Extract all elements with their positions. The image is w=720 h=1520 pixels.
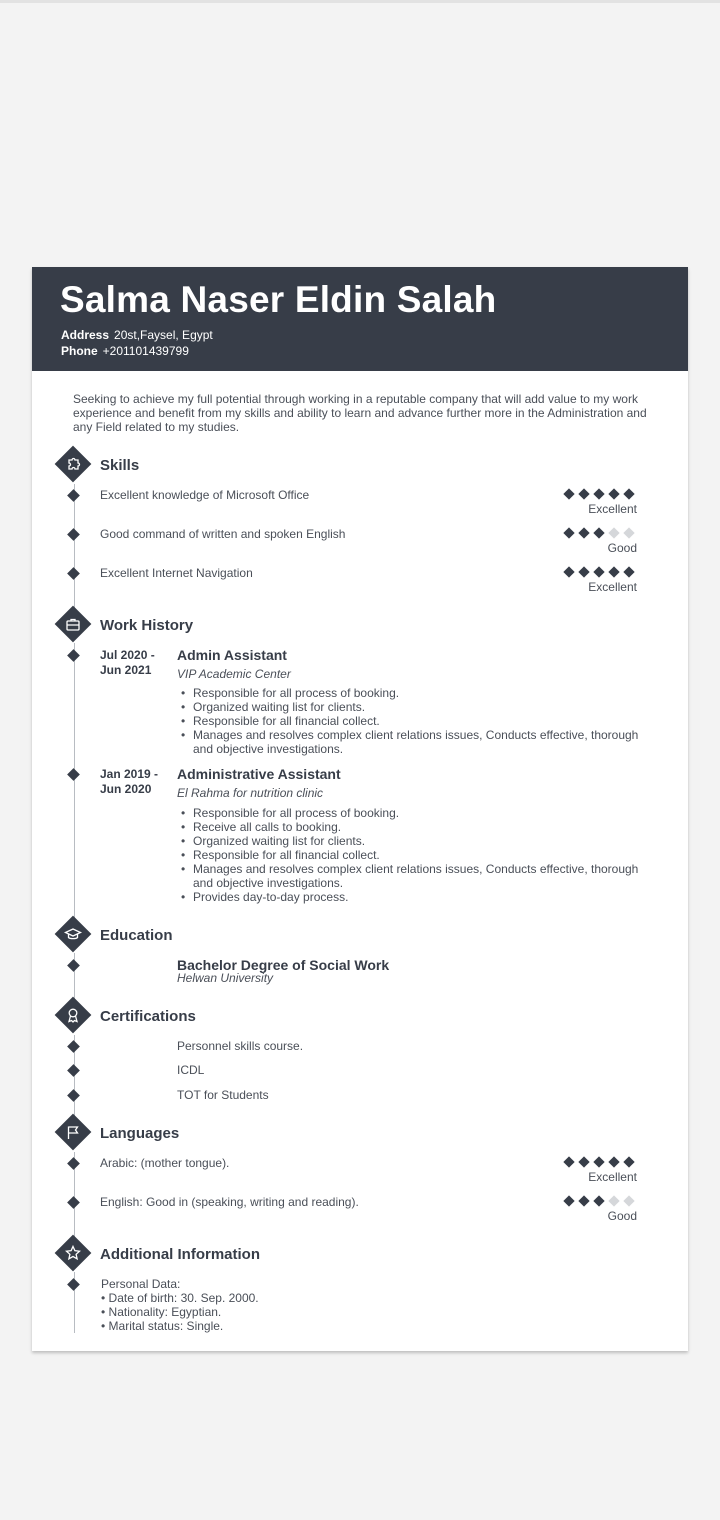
skill-label: Excellent Internet Navigation xyxy=(100,566,253,580)
additional-marker xyxy=(67,1278,80,1291)
language-rating-label: Good xyxy=(607,1209,637,1223)
personal-data-item: • Marital status: Single. xyxy=(101,1319,224,1333)
summary-text: Seeking to achieve my full potential through working in a reputable company that will add value to my work experience and benefit from my skills and ability to learn and advance further more in the Administration and any Field related to my studies. xyxy=(73,392,647,434)
skill-marker xyxy=(67,528,80,541)
job-duties xyxy=(178,806,648,904)
language-rating xyxy=(565,1196,637,1207)
personal-data-item: • Date of birth: 30. Sep. 2000. xyxy=(101,1291,259,1305)
resume-page xyxy=(32,267,688,1351)
education-marker xyxy=(67,959,80,972)
language-label: Arabic: (mother tongue). xyxy=(100,1156,230,1170)
languages-title: Languages xyxy=(100,1125,180,1142)
timeline-line xyxy=(74,643,75,934)
briefcase-icon xyxy=(54,605,92,643)
language-rating-label: Excellent xyxy=(588,1170,637,1184)
certification-item: Personnel skills course. xyxy=(177,1039,304,1053)
star-icon xyxy=(54,1234,92,1272)
job-company: VIP Academic Center xyxy=(177,667,291,681)
job-date-start: Jan 2019 - xyxy=(100,767,159,781)
address-label: Address xyxy=(61,328,110,342)
job-date-end: Jun 2021 xyxy=(100,663,152,677)
award-ribbon-icon xyxy=(54,996,92,1034)
skill-rating-label: Good xyxy=(607,541,637,555)
education-title: Education xyxy=(100,927,173,944)
job-marker xyxy=(67,768,80,781)
certification-marker xyxy=(67,1064,80,1077)
candidate-name: Salma Naser Eldin Salah xyxy=(60,279,497,320)
phone-line xyxy=(61,344,189,358)
certifications-title: Certifications xyxy=(100,1008,196,1025)
job-date-start: Jul 2020 - xyxy=(100,648,155,662)
skill-label: Good command of written and spoken English xyxy=(100,527,346,541)
skill-rating-label: Excellent xyxy=(588,580,637,594)
personal-data-heading: Personal Data: xyxy=(101,1277,181,1291)
job-title: Admin Assistant xyxy=(177,647,287,663)
skill-label: Excellent knowledge of Microsoft Office xyxy=(100,488,310,502)
job-duty: • Manages and resolves complex client relations issues, Conducts effective, thorough and objective investigations. xyxy=(178,862,648,890)
job-duty: • Responsible for all process of booking. xyxy=(178,686,648,700)
skill-rating xyxy=(565,489,637,500)
job-date-end: Jun 2020 xyxy=(100,782,152,796)
timeline-line xyxy=(74,484,75,624)
certification-marker xyxy=(67,1089,80,1102)
job-company: El Rahma for nutrition clinic xyxy=(177,786,324,800)
job-duty: • Responsible for all process of booking. xyxy=(178,806,648,820)
phone-value: +201101439799 xyxy=(102,344,189,358)
job-duty: • Receive all calls to booking. xyxy=(178,820,648,834)
job-duty: • Responsible for all financial collect. xyxy=(178,714,648,728)
language-rating xyxy=(565,1157,637,1168)
flag-icon xyxy=(54,1113,92,1151)
address-line xyxy=(61,328,213,342)
job-duty: • Responsible for all financial collect. xyxy=(178,848,648,862)
job-title: Administrative Assistant xyxy=(177,766,341,782)
address-value: 20st,Faysel, Egypt xyxy=(114,328,213,342)
resume-header xyxy=(32,267,688,371)
job-date xyxy=(100,648,155,678)
certification-item: ICDL xyxy=(177,1063,205,1077)
phone-label: Phone xyxy=(61,344,98,358)
job-duty: • Organized waiting list for clients. xyxy=(178,700,648,714)
job-duty: • Provides day-to-day process. xyxy=(178,890,648,904)
language-marker xyxy=(67,1157,80,1170)
top-divider xyxy=(0,0,720,3)
work-history-title: Work History xyxy=(100,617,194,634)
certification-marker xyxy=(67,1040,80,1053)
language-label: English: Good in (speaking, writing and reading). xyxy=(100,1195,359,1209)
skill-rating xyxy=(565,567,637,578)
skill-marker xyxy=(67,567,80,580)
puzzle-icon xyxy=(54,445,92,483)
job-marker xyxy=(67,649,80,662)
skill-rating xyxy=(565,528,637,539)
job-duties xyxy=(178,686,648,756)
language-marker xyxy=(67,1196,80,1209)
additional-info-title: Additional Information xyxy=(100,1246,260,1263)
job-duty: • Manages and resolves complex client relations issues, Conducts effective, thorough and objective investigations. xyxy=(178,728,648,756)
job-date xyxy=(100,767,158,797)
job-duty: • Organized waiting list for clients. xyxy=(178,834,648,848)
personal-data-item: • Nationality: Egyptian. xyxy=(101,1305,222,1319)
degree-title: Bachelor Degree of Social Work xyxy=(177,957,390,973)
personal-data xyxy=(101,1277,259,1333)
skill-marker xyxy=(67,489,80,502)
graduation-cap-icon xyxy=(54,915,92,953)
certification-item: TOT for Students xyxy=(177,1088,269,1102)
skill-rating-label: Excellent xyxy=(588,502,637,516)
skills-title: Skills xyxy=(100,457,140,474)
school-name: Helwan University xyxy=(177,971,274,985)
